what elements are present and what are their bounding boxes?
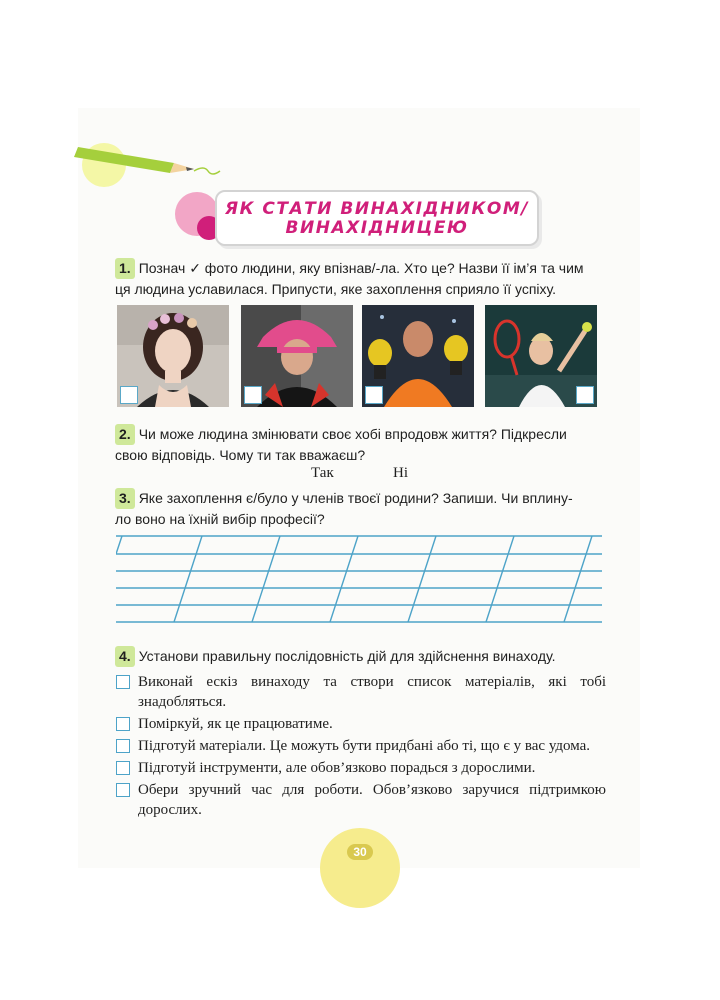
order-checkbox[interactable] <box>116 675 130 689</box>
photo-checkbox[interactable] <box>576 386 594 404</box>
title-line-2: ВИНАХІДНИЦЕЮ <box>285 218 469 238</box>
order-checkbox[interactable] <box>116 761 130 775</box>
lesson-title <box>175 190 575 250</box>
photo-checkbox[interactable] <box>120 386 138 404</box>
answer-no[interactable]: Ні <box>393 465 408 481</box>
task-number: 3. <box>115 488 135 509</box>
list-item <box>116 780 606 820</box>
list-item <box>116 672 606 712</box>
list-item-text: Поміркуй, як це працюватиме. <box>138 716 333 732</box>
order-checkbox[interactable] <box>116 739 130 753</box>
task-4 <box>115 646 610 667</box>
photo-checkbox[interactable] <box>244 386 262 404</box>
photo-row <box>117 305 601 407</box>
photo-woman-flower-wreath <box>117 305 229 407</box>
pencil-icon <box>74 135 224 195</box>
task-text: ло воно на їхній вибір професії? <box>115 511 325 527</box>
list-item-text: Підготуй інструменти, але обов’язково порадься з дорослими. <box>138 760 536 776</box>
photo-man-pink-hat <box>241 305 353 407</box>
task-number: 2. <box>115 424 135 445</box>
task-2 <box>115 424 610 466</box>
task-1 <box>115 258 610 300</box>
answer-yes[interactable]: Так <box>311 465 334 481</box>
task-text: свою відповідь. Чому ти так вважаєш? <box>115 447 366 463</box>
page-number-decor <box>320 828 400 908</box>
task-text: Чи може людина змінювати своє хобі впродовж життя? Підкресли <box>138 426 567 442</box>
order-checkbox[interactable] <box>116 717 130 731</box>
title-box <box>215 190 539 246</box>
page-number-text: 30 <box>347 844 372 860</box>
task-3 <box>115 488 610 530</box>
task-text: Яке захоплення є/було у членів твоєї родини? Запиши. Чи вплину- <box>138 490 573 506</box>
photo-checkbox[interactable] <box>365 386 383 404</box>
photo-tennis-player <box>485 305 597 407</box>
task-number: 1. <box>115 258 135 279</box>
list-item <box>116 714 606 734</box>
list-item <box>116 758 606 778</box>
task-text: ця людина уславилася. Припусти, яке захоплення сприяло її успіху. <box>115 281 557 297</box>
sequence-list <box>116 672 606 822</box>
page-number <box>320 845 400 859</box>
list-item-text: Обери зручний час для роботи. Обов’язково заручися підтримкою дорослих. <box>138 782 606 818</box>
list-item <box>116 736 606 756</box>
order-checkbox[interactable] <box>116 783 130 797</box>
list-item-text: Підготуй матеріали. Це можуть бути придбані або ті, що є у вас удома. <box>138 738 591 754</box>
list-item-text: Виконай ескіз винаходу та створи список матеріалів, які тобі знадобляться. <box>138 674 606 710</box>
task-text: Познач ✓ фото людини, яку впізнав/-ла. Хто це? Назви її ім’я та чим <box>138 260 584 276</box>
task-number: 4. <box>115 646 135 667</box>
writing-lines[interactable] <box>116 534 602 630</box>
task-text: Установи правильну послідовність дій для здійснення винаходу. <box>138 648 556 664</box>
title-line-1: ЯК СТАТИ ВИНАХІДНИКОМ/ <box>225 199 529 219</box>
photo-boxer <box>362 305 474 407</box>
